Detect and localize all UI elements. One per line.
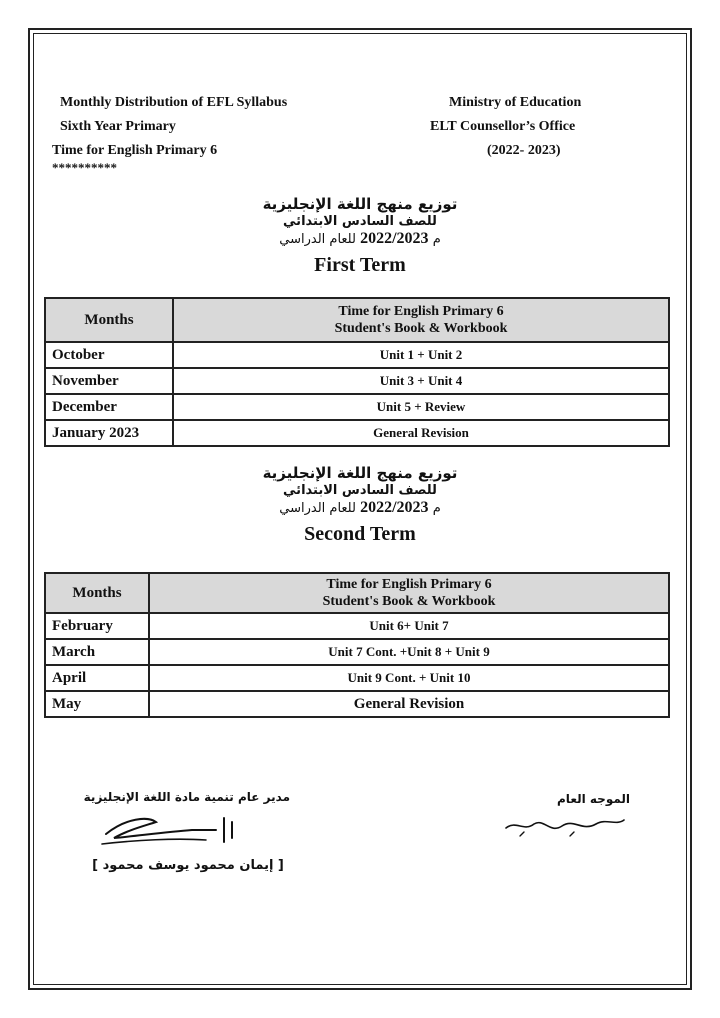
right-signature-scribble bbox=[500, 808, 630, 842]
units-cell: Unit 9 Cont. + Unit 10 bbox=[149, 665, 669, 691]
left-signature-scribble bbox=[96, 808, 246, 854]
first-term-table bbox=[44, 297, 670, 447]
units-cell: General Revision bbox=[173, 420, 669, 446]
arabic-title: توزيع منهج اللغة الإنجليزية bbox=[262, 195, 458, 213]
book-header bbox=[173, 298, 669, 342]
month-cell: March bbox=[45, 639, 149, 665]
arabic-year-suffix: م bbox=[432, 232, 441, 247]
table-row bbox=[45, 368, 669, 394]
table-header-row bbox=[45, 573, 669, 613]
units-cell: Unit 5 + Review bbox=[173, 394, 669, 420]
grade-label: Sixth Year Primary bbox=[60, 119, 176, 134]
arabic-year-line bbox=[0, 230, 720, 249]
book-header-line2: Student's Book & Workbook bbox=[334, 321, 508, 336]
academic-year-label: (2022- 2023) bbox=[487, 143, 561, 158]
book-header-line2: Student's Book & Workbook bbox=[322, 594, 496, 609]
left-signer-name: [ إيمان محمود يوسف محمود ] bbox=[92, 858, 284, 873]
month-cell: November bbox=[45, 368, 173, 394]
month-cell: January 2023 bbox=[45, 420, 173, 446]
months-header: Months bbox=[45, 573, 149, 613]
first-term-heading bbox=[0, 195, 720, 277]
units-cell: Unit 3 + Unit 4 bbox=[173, 368, 669, 394]
term-title: Second Term bbox=[304, 523, 416, 545]
table-row bbox=[45, 342, 669, 368]
month-cell: February bbox=[45, 613, 149, 639]
units-cell: Unit 1 + Unit 2 bbox=[173, 342, 669, 368]
year-value: 2022/2023 bbox=[360, 230, 429, 247]
second-term-heading bbox=[0, 464, 720, 546]
left-signer-role: مدير عام تنمية مادة اللغة الإنجليزية bbox=[83, 790, 290, 804]
table-row bbox=[45, 613, 669, 639]
left-signature-block bbox=[60, 790, 290, 804]
months-header: Months bbox=[45, 298, 173, 342]
book-header bbox=[149, 573, 669, 613]
book-header-line1: Time for English Primary 6 bbox=[326, 577, 492, 592]
right-signature-block bbox=[500, 792, 630, 806]
second-term-table bbox=[44, 572, 670, 718]
arabic-year-line bbox=[0, 499, 720, 518]
month-cell: April bbox=[45, 665, 149, 691]
table-row bbox=[45, 639, 669, 665]
separator-stars: ********** bbox=[52, 160, 117, 175]
arabic-year-suffix: م bbox=[432, 501, 441, 516]
term-title: First Term bbox=[314, 254, 406, 276]
arabic-title: توزيع منهج اللغة الإنجليزية bbox=[262, 464, 458, 482]
ministry-label: Ministry of Education bbox=[449, 95, 582, 110]
units-cell: Unit 6+ Unit 7 bbox=[149, 613, 669, 639]
year-value: 2022/2023 bbox=[360, 499, 429, 516]
units-cell: General Revision bbox=[149, 691, 669, 717]
right-signer-role: الموجه العام bbox=[557, 792, 630, 806]
month-cell: May bbox=[45, 691, 149, 717]
table-row bbox=[45, 394, 669, 420]
syllabus-title: Monthly Distribution of EFL Syllabus bbox=[60, 95, 288, 110]
arabic-grade: للصف السادس الابتدائي bbox=[283, 214, 437, 229]
course-label: Time for English Primary 6 bbox=[52, 143, 218, 158]
book-header-line1: Time for English Primary 6 bbox=[338, 304, 504, 319]
arabic-year-label: للعام الدراسي bbox=[279, 501, 356, 516]
table-row bbox=[45, 665, 669, 691]
table-header-row bbox=[45, 298, 669, 342]
table-row bbox=[45, 691, 669, 717]
arabic-year-label: للعام الدراسي bbox=[279, 232, 356, 247]
month-cell: October bbox=[45, 342, 173, 368]
units-cell: Unit 7 Cont. +Unit 8 + Unit 9 bbox=[149, 639, 669, 665]
office-label: ELT Counsellor’s Office bbox=[430, 119, 576, 134]
month-cell: December bbox=[45, 394, 173, 420]
arabic-grade: للصف السادس الابتدائي bbox=[283, 483, 437, 498]
table-row bbox=[45, 420, 669, 446]
